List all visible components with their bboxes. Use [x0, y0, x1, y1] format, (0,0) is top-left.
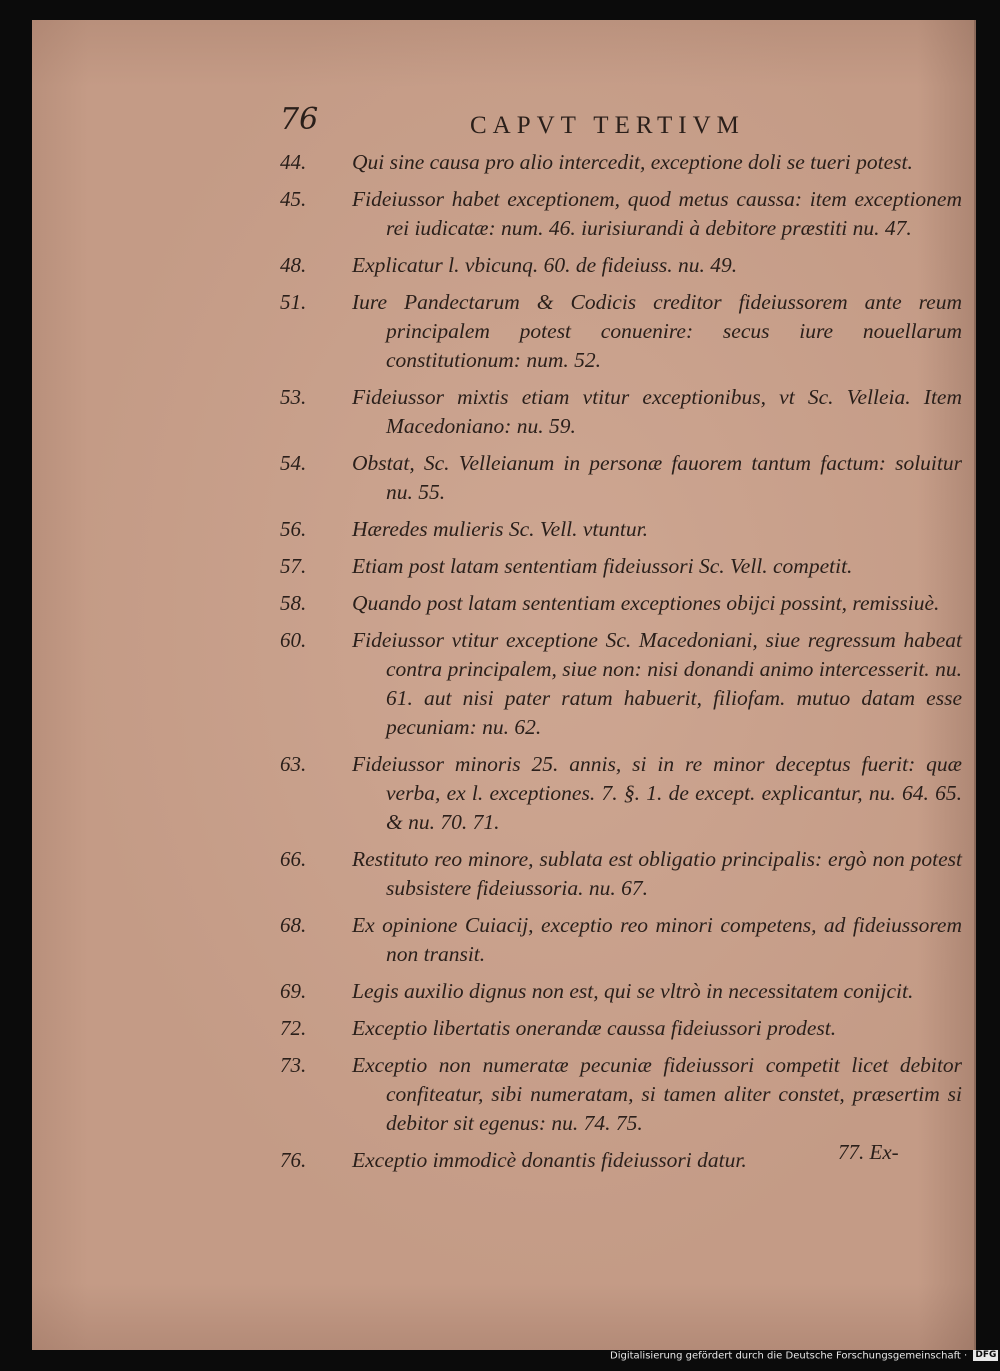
- summary-entry: [32, 1051, 974, 1138]
- dfg-logo-icon: DFG: [975, 1350, 997, 1360]
- entry-number: 57.: [280, 554, 307, 578]
- summary-entry: [32, 515, 974, 544]
- summary-entry: [32, 449, 974, 507]
- summary-entry: [32, 148, 974, 177]
- book-page: [32, 20, 976, 1350]
- running-title: CAPVT TERTIVM: [470, 112, 745, 139]
- entry-text: Fideiussor vtitur exceptione Sc. Macedoniani, siue regressum habeat contra principalem, siue non: nisi donandi animo intercesserit. nu. 61. aut nisi pater ratum habuerit, filiofam. mutuo datam esse pecuniam: nu. 62.: [352, 628, 962, 739]
- summary-entry: [32, 1146, 974, 1175]
- digitization-credit: [610, 1350, 998, 1362]
- summary-entry: [32, 1014, 974, 1043]
- entry-number: 69.: [280, 979, 307, 1003]
- entry-number: 66.: [280, 847, 307, 871]
- summary-entry: [32, 251, 974, 280]
- credit-text: Digitalisierung gefördert durch die Deutsche Forschungsgemeinschaft ·: [610, 1350, 968, 1362]
- entry-text: Exceptio immodicè donantis fideiussori datur.: [352, 1148, 747, 1172]
- summary-entry: [32, 552, 974, 581]
- summary-entry: [32, 750, 974, 837]
- summary-entry: [32, 911, 974, 969]
- entry-number: 51.: [280, 290, 307, 314]
- entry-text: Quando post latam sententiam exceptiones obijci possint, remissiuè.: [352, 591, 940, 615]
- entry-number: 60.: [280, 628, 307, 652]
- entry-number: 68.: [280, 913, 307, 937]
- entry-text: Qui sine causa pro alio intercedit, exceptione doli se tueri potest.: [352, 150, 913, 174]
- entry-text: Etiam post latam sententiam fideiussori Sc. Vell. competit.: [352, 554, 853, 578]
- entry-number: 56.: [280, 517, 307, 541]
- entry-text: Exceptio libertatis onerandæ caussa fideiussori prodest.: [352, 1016, 837, 1040]
- entry-text: Ex opinione Cuiacij, exceptio reo minori competens, ad fideiussorem non transit.: [352, 913, 962, 966]
- entry-number: 44.: [280, 150, 307, 174]
- catchword: 77. Ex-: [838, 1140, 899, 1164]
- entry-text: Fideiussor minoris 25. annis, si in re minor deceptus fuerit: quæ verba, ex l. exceptiones. 7. §. 1. de except. explicantur, nu. 64. 65. & nu. 70. 71.: [352, 752, 962, 834]
- entry-text: Fideiussor habet exceptionem, quod metus caussa: item exceptionem rei iudicatæ: num. 46. iurisiurandi à debitore præstiti nu. 47.: [352, 187, 962, 240]
- entry-text: Fideiussor mixtis etiam vtitur exceptionibus, vt Sc. Velleia. Item Macedoniano: nu. 59.: [352, 385, 962, 438]
- entry-number: 54.: [280, 451, 307, 475]
- entry-number: 73.: [280, 1053, 307, 1077]
- entry-text: Legis auxilio dignus non est, qui se vltrò in necessitatem conijcit.: [352, 979, 914, 1003]
- entry-number: 63.: [280, 752, 307, 776]
- summary-entry: [32, 845, 974, 903]
- summary-entry: [32, 288, 974, 375]
- summary-entry: [32, 589, 974, 618]
- entry-text: Iure Pandectarum & Codicis creditor fideiussorem ante reum principalem potest conuenire: secus iure nouellarum constitutionum: num. 52.: [352, 290, 962, 372]
- page-number: 76: [280, 102, 319, 137]
- entry-number: 53.: [280, 385, 307, 409]
- summary-entry: [32, 977, 974, 1006]
- summary-entry: [32, 185, 974, 243]
- entry-number: 58.: [280, 591, 307, 615]
- summary-list: [32, 148, 974, 1183]
- entry-text: Exceptio non numeratæ pecuniæ fideiussori competit licet debitor confiteatur, sibi numeratam, si tamen aliter constet, præsertim si debitor sit egenus: nu. 74. 75.: [352, 1053, 962, 1135]
- entry-text: Obstat, Sc. Velleianum in personæ fauorem tantum factum: soluitur nu. 55.: [352, 451, 962, 504]
- entry-text: Restituto reo minore, sublata est obligatio principalis: ergò non potest subsistere fideiussoria. nu. 67.: [352, 847, 962, 900]
- entry-number: 72.: [280, 1016, 307, 1040]
- entry-text: Explicatur l. vbicunq. 60. de fideiuss. nu. 49.: [352, 253, 738, 277]
- entry-number: 76.: [280, 1148, 307, 1172]
- entry-text: Hæredes mulieris Sc. Vell. vtuntur.: [352, 517, 648, 541]
- entry-number: 45.: [280, 187, 307, 211]
- entry-number: 48.: [280, 253, 307, 277]
- summary-entry: [32, 626, 974, 742]
- summary-entry: [32, 383, 974, 441]
